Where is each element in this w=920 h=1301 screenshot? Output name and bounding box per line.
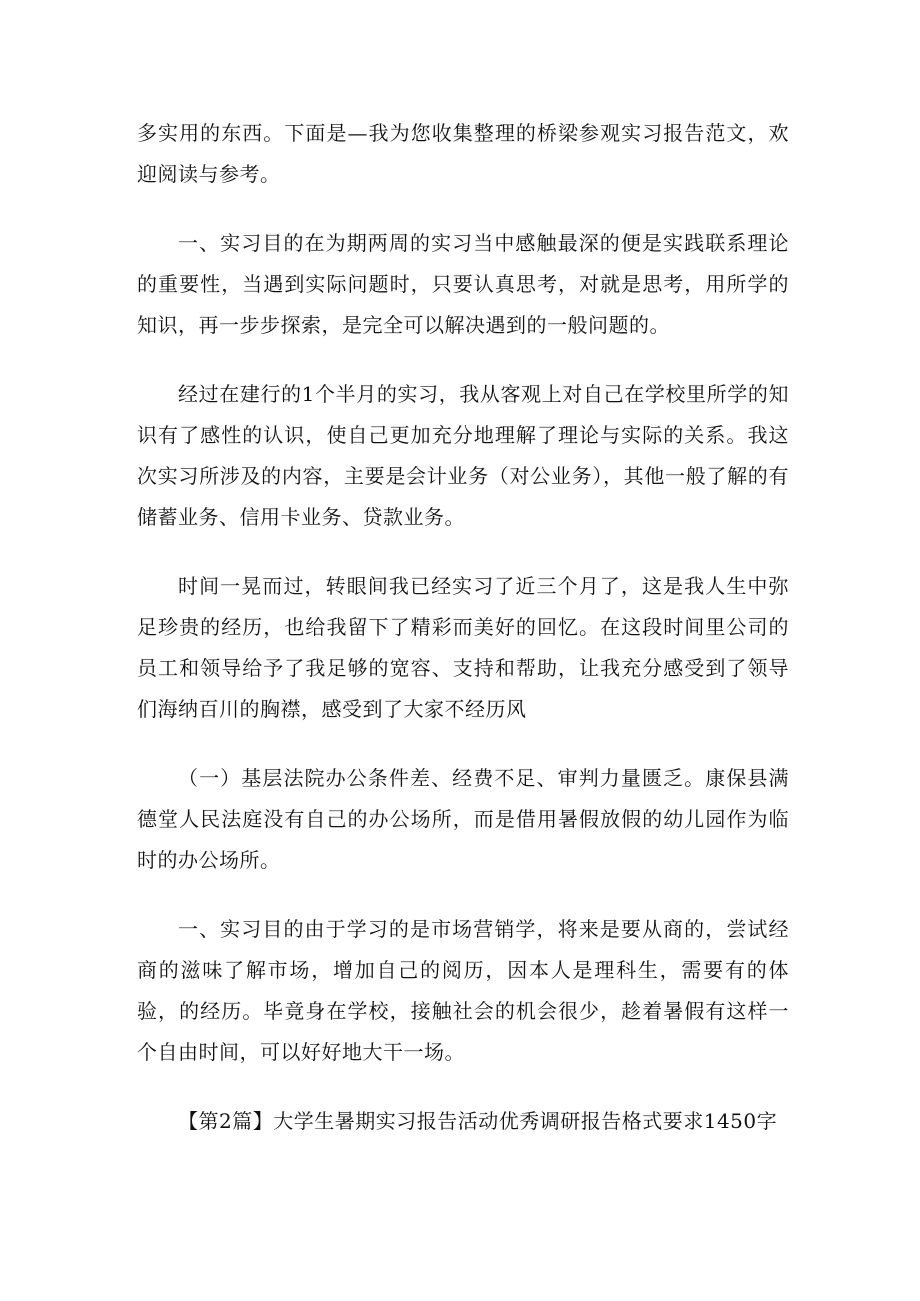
paragraph-court-conditions: （一）基层法院办公条件差、经费不足、审判力量匮乏。康保县满德堂人民法庭没有自己的办公场所，而是借用暑假放假的幼儿园作为临时的办公场所。 <box>137 766 789 872</box>
document-body <box>137 113 789 1142</box>
paragraph-time-reflection: 时间一晃而过，转眼间我已经实习了近三个月了，这是我人生中弥足珍贵的经历，也给我留下了精彩而美好的回忆。在这段时间里公司的员工和领导给予了我足够的宽容、支持和帮助，让我充分感受到了领导们海纳百川的胸襟，感受到了大家不经历风 <box>137 574 789 721</box>
paragraph-internship-purpose-2: 一、实习目的由于学习的是市场营销学，将来是要从商的，尝试经商的滋味了解市场，增加自己的阅历，因本人是理科生，需要有的体验，的经历。毕竟身在学校，接触社会的机会很少，趁着暑假有这样一个自由时间，可以好好地大干一场。 <box>137 917 789 1064</box>
section-heading: 【第2篇】大学生暑期实习报告活动优秀调研报告格式要求1450字 <box>178 1109 778 1133</box>
paragraph-intro-continuation: 多实用的东西。下面是—我为您收集整理的桥梁参观实习报告范文，欢迎阅读与参考。 <box>137 121 789 186</box>
paragraph-bank-internship: 经过在建行的1个半月的实习，我从客观上对自己在学校里所学的知识有了感性的认识，使自己更加充分地理解了理论与实际的关系。我这次实习所涉及的内容，主要是会计业务（对公业务），其他一般了解的有储蓄业务、信用卡业务、贷款业务。 <box>137 382 789 529</box>
paragraph-internship-purpose-1: 一、实习目的在为期两周的实习当中感触最深的便是实践联系理论的重要性，当遇到实际问题时，只要认真思考，对就是思考，用所学的知识，再一步步探索，是完全可以解决遇到的一般问题的。 <box>137 231 789 337</box>
